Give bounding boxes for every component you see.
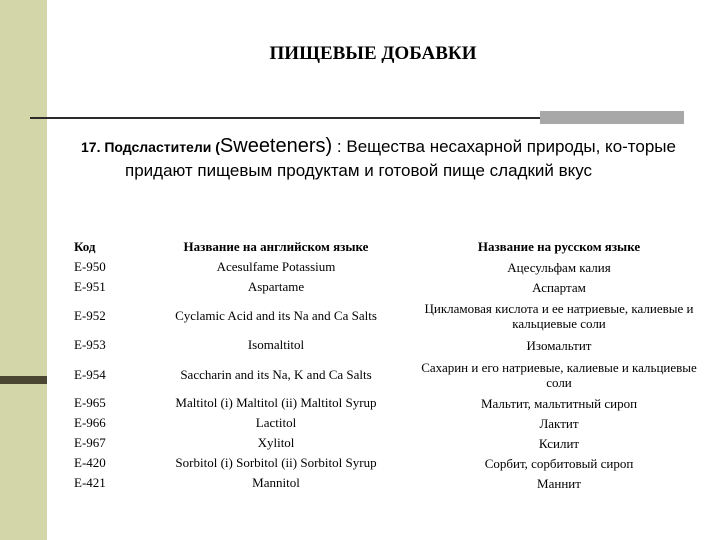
header-code: Код bbox=[74, 238, 96, 254]
table-row bbox=[60, 393, 708, 413]
sweeteners-table bbox=[60, 236, 708, 493]
english-name-cell: Maltitol (i) Maltitol (ii) Maltitol Syrup bbox=[175, 395, 377, 410]
russian-name-cell: Сорбит, сорбитовый сироп bbox=[484, 455, 634, 471]
english-name-cell: Lactitol bbox=[255, 415, 297, 430]
english-name-cell: Cyclamic Acid and its Na and Ca Salts bbox=[175, 307, 377, 323]
table-row bbox=[60, 356, 708, 393]
code-cell: E-953 bbox=[74, 337, 106, 352]
table-row bbox=[60, 433, 708, 453]
english-name-cell: Isomaltitol bbox=[247, 337, 305, 352]
english-name-cell: Saccharin and its Na, K and Ca Salts bbox=[180, 366, 372, 382]
code-cell: E-954 bbox=[74, 366, 106, 382]
table-row bbox=[60, 257, 708, 277]
code-cell: E-951 bbox=[74, 279, 106, 294]
table-row bbox=[60, 297, 708, 334]
table-header-row bbox=[60, 236, 708, 257]
code-cell: E-420 bbox=[74, 455, 106, 470]
english-name-cell: Aspartame bbox=[247, 279, 305, 294]
intro-english-term: Sweeteners) bbox=[219, 135, 333, 157]
english-name-cell: Sorbitol (i) Sorbitol (ii) Sorbitol Syrup bbox=[175, 455, 377, 470]
code-cell: E-950 bbox=[74, 259, 106, 274]
intro-label: 17. Подсластители ( bbox=[81, 139, 220, 155]
russian-name-cell: Ксилит bbox=[538, 435, 580, 451]
code-cell: E-965 bbox=[74, 395, 106, 410]
left-band-accent bbox=[0, 376, 47, 384]
left-decorative-band bbox=[0, 0, 47, 540]
table-row bbox=[60, 473, 708, 493]
russian-name-cell: Изомальтит bbox=[526, 337, 592, 353]
slide-title: ПИЩЕВЫЕ ДОБАВКИ bbox=[269, 43, 477, 64]
russian-name-cell: Лактит bbox=[539, 415, 579, 431]
code-cell: E-952 bbox=[74, 307, 106, 323]
title-divider-block bbox=[540, 111, 684, 124]
intro-paragraph bbox=[81, 134, 720, 183]
russian-name-cell: Сахарин и его натриевые, калиевые и кальциевые соли bbox=[421, 359, 697, 390]
intro-text: : Вещества несахарной природы, ко-торые придают пищевым продуктам и готовой пище сладкий вкус bbox=[125, 137, 676, 180]
english-name-cell: Xylitol bbox=[257, 435, 295, 450]
russian-name-cell: Цикламовая кислота и ее натриевые, калиевые и кальциевые соли bbox=[424, 300, 694, 331]
table-row bbox=[60, 453, 708, 473]
russian-name-cell: Мальтит, мальтитный сироп bbox=[480, 395, 638, 411]
table-row bbox=[60, 413, 708, 433]
code-cell: E-967 bbox=[74, 435, 106, 450]
english-name-cell: Mannitol bbox=[252, 475, 300, 490]
code-cell: E-421 bbox=[74, 475, 106, 490]
russian-name-cell: Маннит bbox=[537, 475, 581, 491]
russian-name-cell: Ацесульфам калия bbox=[507, 259, 611, 275]
header-russian-name: Название на русском языке bbox=[477, 239, 641, 254]
russian-name-cell: Аспартам bbox=[532, 279, 586, 295]
table-row bbox=[60, 334, 708, 356]
code-cell: E-966 bbox=[74, 415, 106, 430]
english-name-cell: Acesulfame Potassium bbox=[216, 259, 336, 274]
table-row bbox=[60, 277, 708, 297]
header-english-name: Название на английском языке bbox=[183, 238, 369, 254]
